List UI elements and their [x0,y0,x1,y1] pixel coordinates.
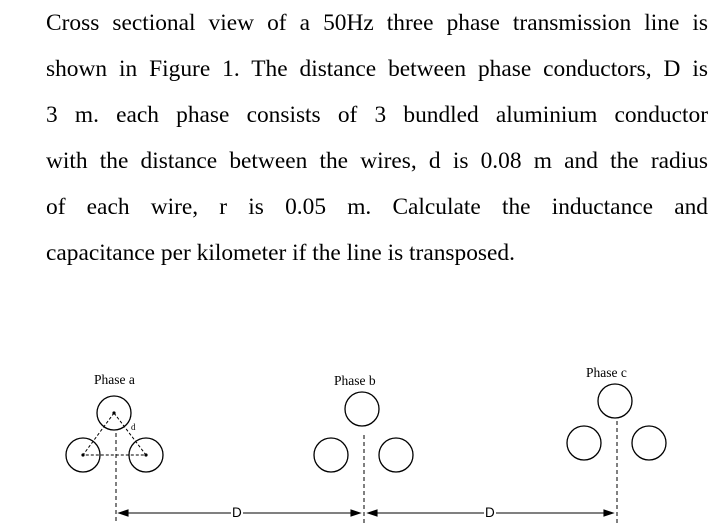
phase-b-top-conductor [345,392,379,426]
arrow-head-c-right [604,510,613,516]
problem-line-2: shown in Figure 1. The distance between phase conductors, D is [46,56,708,82]
problem-line-1: Cross sectional view of a 50Hz three phase transmission line is [46,10,708,36]
spacing-d-label: d [131,422,136,432]
problem-statement [46,0,708,276]
arrow-head-b-left [368,510,377,516]
problem-line-3: 3 m. each phase consists of 3 bundled aluminium conductor [46,102,708,128]
arrow-head-b-right [351,510,360,516]
phase-a-spacing-triangle [83,413,146,455]
distance-D-label-1: D [232,505,242,520]
phase-c-label: Phase c [586,365,627,380]
problem-line-4: with the distance between the wires, d is 0.08 m and the radius [46,148,708,174]
phase-c-left-conductor [567,426,601,460]
phase-b-label: Phase b [334,373,376,388]
phase-b-right-conductor [379,438,413,472]
problem-line-5: of each wire, r is 0.05 m. Calculate the inductance and [46,194,708,220]
phase-c-right-conductor [632,426,666,460]
problem-line-6: capacitance per kilometer if the line is transposed. [46,240,515,266]
distance-D-label-2: D [485,505,495,520]
arrow-head-a-left [119,510,128,516]
phase-a-label: Phase a [94,372,135,387]
phase-b-left-conductor [314,438,348,472]
phase-c-top-conductor [598,384,632,418]
figure-1-conductor-diagram [0,355,721,525]
